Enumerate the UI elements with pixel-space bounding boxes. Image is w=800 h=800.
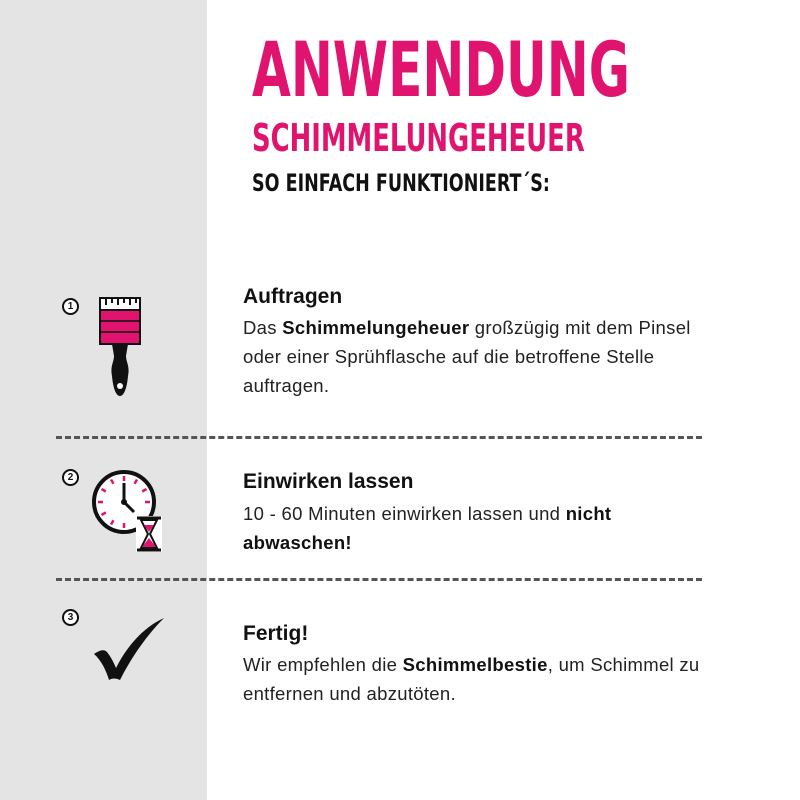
step-description-3: Wir empfehlen die Schimmelbestie, um Schimmel zu entfernen und abzutöten. [243,654,700,704]
step-number-2: 2 [62,469,79,486]
step-number-3: 3 [62,609,79,626]
step-title-auftragen: Auftragen [243,285,343,308]
page-title: ANWENDUNG [252,25,630,114]
step-title-einwirken: Einwirken lassen [243,470,414,493]
step-title-fertig: Fertig! [243,622,309,645]
step-description-2: 10 - 60 Minuten einwirken lassen und nicht abwaschen! [243,503,612,553]
checkmark-icon [92,616,166,682]
dashed-divider [56,436,702,439]
step-number-1: 1 [62,298,79,315]
product-name: SCHIMMELUNGEHEUER [252,116,585,160]
paint-brush-icon [96,296,144,400]
tagline: SO EINFACH FUNKTIONIERT´S: [252,169,550,197]
dashed-divider [56,578,702,581]
step-description-1: Das Schimmelungeheuer großzügig mit dem Pinsel oder einer Sprühflasche auf die betroffene Stelle auftragen. [243,317,691,396]
clock-hourglass-icon [90,468,166,554]
